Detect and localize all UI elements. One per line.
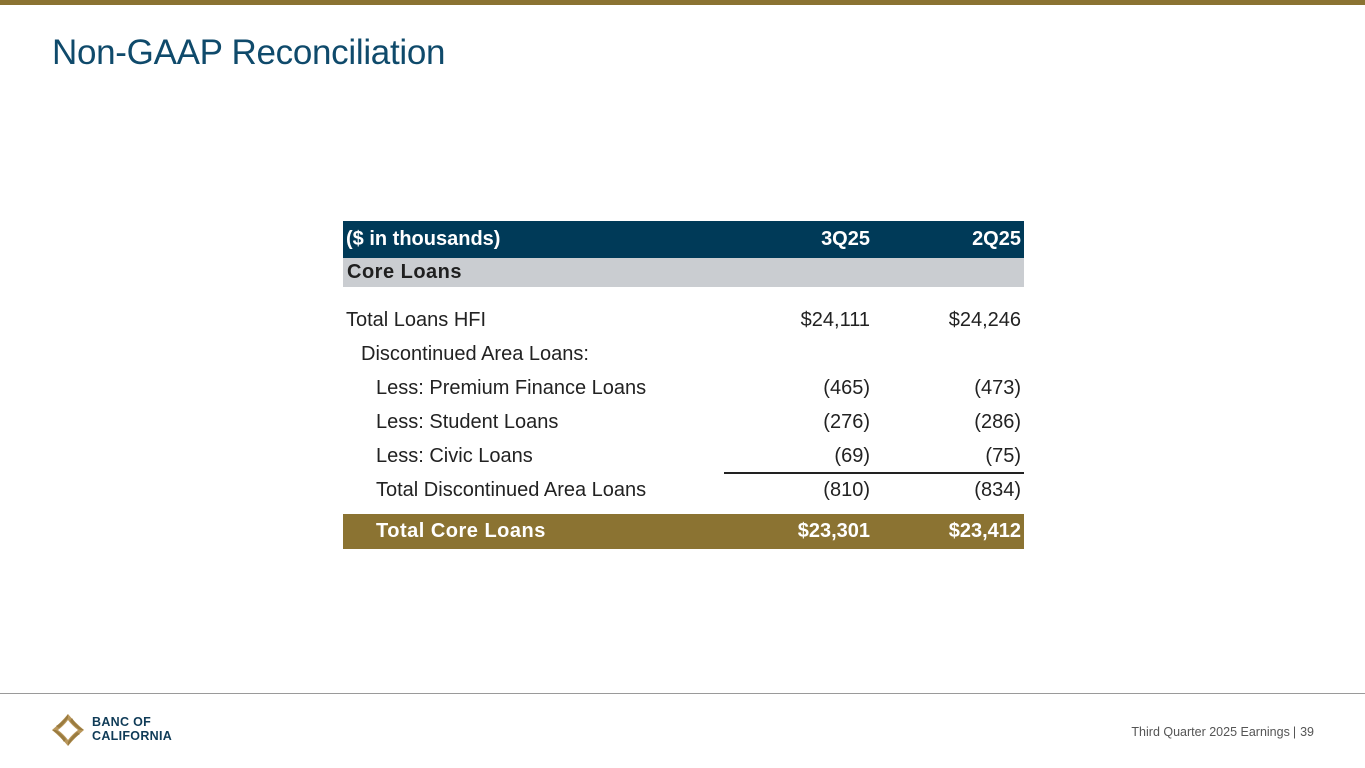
row-value-2q25: (286) — [974, 411, 1021, 433]
row-label: Total Loans HFI — [346, 309, 487, 331]
table-row — [343, 303, 1024, 337]
section-header-row — [343, 258, 1024, 287]
total-value-3q25: $23,301 — [797, 520, 870, 542]
row-value-2q25: (75) — [985, 445, 1021, 467]
table-row — [343, 371, 1024, 405]
section-label: Core Loans — [347, 261, 463, 283]
banc-of-california-logo-icon — [51, 713, 85, 747]
reconciliation-table — [343, 221, 1024, 549]
logo-line-2: CALIFORNIA — [92, 729, 173, 743]
header-units-label: ($ in thousands) — [346, 228, 501, 250]
row-value-2q25: $24,246 — [948, 309, 1021, 331]
row-label: Less: Student Loans — [376, 411, 559, 433]
table-row — [343, 337, 1024, 371]
footer-separator: | — [1292, 725, 1297, 739]
row-label: Less: Civic Loans — [376, 445, 533, 467]
table-header-row — [343, 221, 1024, 258]
footer-divider — [0, 693, 1365, 694]
footer-caption — [1131, 725, 1314, 739]
row-value-2q25: (473) — [974, 377, 1021, 399]
table-row — [343, 439, 1024, 473]
page-number: 39 — [1300, 725, 1314, 739]
logo-wordmark — [92, 715, 172, 743]
row-label: Total Discontinued Area Loans — [376, 479, 647, 501]
logo-line-1: BANC OF — [92, 715, 152, 729]
header-col-3q25: 3Q25 — [821, 228, 870, 250]
page-title: Non-GAAP Reconciliation — [52, 33, 446, 72]
footer-caption-text: Third Quarter 2025 Earnings — [1131, 725, 1290, 739]
row-value-3q25: $24,111 — [800, 309, 870, 331]
row-value-3q25: (69) — [834, 445, 870, 467]
table-spacer — [343, 507, 1024, 514]
total-row — [343, 514, 1024, 549]
total-label: Total Core Loans — [376, 520, 546, 542]
row-label: Discontinued Area Loans: — [361, 343, 589, 365]
row-value-3q25: (810) — [823, 479, 870, 501]
row-label: Less: Premium Finance Loans — [376, 377, 647, 399]
table-row — [343, 405, 1024, 439]
total-value-2q25: $23,412 — [948, 520, 1021, 542]
row-value-2q25: (834) — [974, 479, 1021, 501]
row-value-3q25: (465) — [823, 377, 870, 399]
row-value-3q25: (276) — [823, 411, 870, 433]
table-row — [343, 473, 1024, 507]
header-col-2q25: 2Q25 — [972, 228, 1021, 250]
top-accent-bar — [0, 0, 1365, 5]
table-spacer — [343, 287, 1024, 303]
